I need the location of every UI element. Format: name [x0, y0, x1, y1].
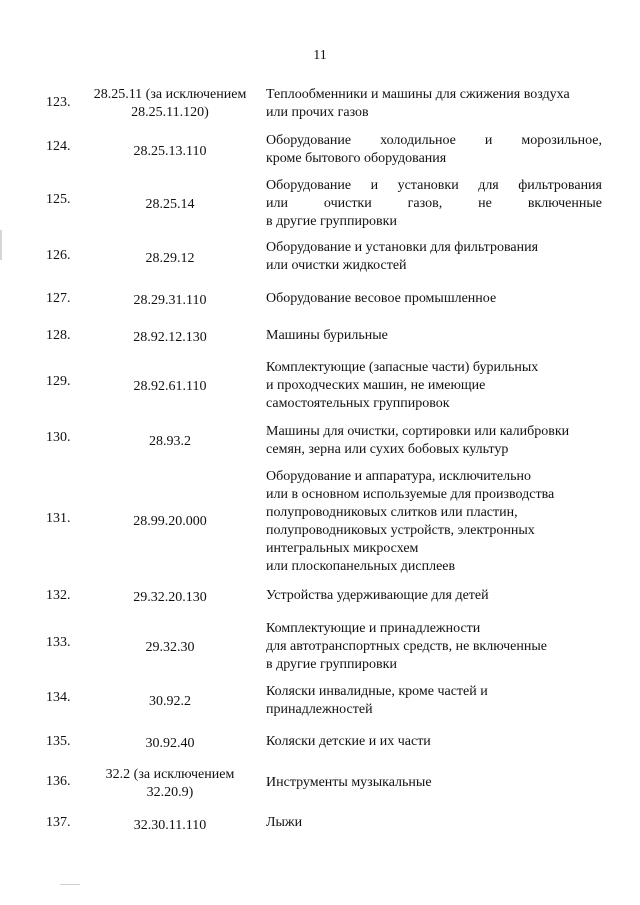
okpd-code-line: 28.29.12 — [145, 251, 195, 266]
description-line: Устройства удерживающие для детей — [266, 588, 489, 603]
product-description — [266, 468, 602, 576]
okpd-code-line: 28.29.31.110 — [133, 293, 207, 308]
row-number: 135. — [46, 734, 71, 749]
row-number: 129. — [46, 374, 71, 389]
product-description — [266, 327, 602, 345]
okpd-code-line: 28.93.2 — [149, 434, 191, 449]
okpd-code-line: 32.2 (за исключением — [105, 767, 235, 782]
row-number: 127. — [46, 291, 71, 306]
scan-bottom-mark — [60, 884, 80, 885]
product-description — [266, 239, 602, 275]
description-line: принадлежностей — [266, 702, 373, 717]
product-description — [266, 683, 602, 719]
description-line: Оборудование и аппаратура, исключительно — [266, 469, 531, 484]
product-description — [266, 733, 602, 751]
row-number: 133. — [46, 635, 71, 650]
product-description — [266, 177, 602, 231]
okpd-code — [84, 329, 256, 347]
description-line: Оборудование и установки для фильтрования — [266, 178, 602, 193]
row-number: 130. — [46, 430, 71, 445]
row-number: 134. — [46, 690, 71, 705]
description-line: Машины бурильные — [266, 328, 388, 343]
description-line: или прочих газов — [266, 105, 369, 120]
description-line: полупроводниковых слитков или пластин, — [266, 505, 518, 520]
description-line: или плоскопанельных дисплеев — [266, 559, 456, 574]
description-line: Инструменты музыкальные — [266, 775, 432, 790]
product-description — [266, 814, 602, 832]
row-number: 137. — [46, 815, 71, 830]
product-description — [266, 423, 602, 459]
okpd-code — [84, 143, 256, 161]
description-line: семян, зерна или сухих бобовых культур — [266, 442, 509, 457]
row-number: 136. — [46, 774, 71, 789]
okpd-code-line: 28.25.13.110 — [133, 144, 207, 159]
description-line: Оборудование весовое промышленное — [266, 291, 497, 306]
description-line: или очистки жидкостей — [266, 258, 407, 273]
okpd-code — [84, 378, 256, 396]
okpd-code — [84, 589, 256, 607]
scan-edge-mark — [0, 230, 2, 260]
description-line: кроме бытового оборудования — [266, 151, 447, 166]
description-line: Комплектующие (запасные части) бурильных — [266, 360, 539, 375]
product-description — [266, 290, 602, 308]
okpd-code — [84, 693, 256, 711]
description-line: и проходческих машин, не имеющие — [266, 378, 486, 393]
okpd-code — [84, 513, 256, 531]
description-line: Коляски детские и их части — [266, 734, 431, 749]
row-number: 123. — [46, 95, 71, 110]
row-number: 128. — [46, 328, 71, 343]
okpd-code — [84, 735, 256, 753]
description-line: Теплообменники и машины для сжижения воздуха — [266, 87, 570, 102]
page-number: 11 — [313, 48, 327, 63]
row-number: 131. — [46, 511, 71, 526]
description-line: Лыжи — [266, 815, 303, 830]
okpd-code — [84, 817, 256, 835]
okpd-code-line: 28.92.61.110 — [133, 379, 207, 394]
okpd-code — [84, 250, 256, 268]
okpd-code-line: 28.92.12.130 — [133, 330, 207, 345]
description-line: или в основном используемые для производства — [266, 487, 555, 502]
product-description — [266, 774, 602, 792]
description-line: в другие группировки — [266, 214, 397, 229]
okpd-code-line: 28.25.11 (за исключением — [93, 87, 247, 102]
description-line: или очистки газов, не включенные — [266, 196, 602, 211]
okpd-code-line: 29.32.20.130 — [133, 590, 207, 605]
okpd-code-line: 29.32.30 — [145, 640, 195, 655]
okpd-code — [84, 766, 256, 802]
description-line: в другие группировки — [266, 657, 397, 672]
row-number: 126. — [46, 248, 71, 263]
description-line: Оборудование холодильное и морозильное, — [266, 133, 602, 148]
okpd-code — [84, 196, 256, 214]
product-description — [266, 587, 602, 605]
description-line: для автотранспортных средств, не включенные — [266, 639, 548, 654]
description-line: Машины для очистки, сортировки или калибровки — [266, 424, 570, 439]
description-line: полупроводниковых устройств, электронных — [266, 523, 535, 538]
okpd-code-line: 28.99.20.000 — [133, 514, 207, 529]
okpd-code — [84, 86, 256, 122]
okpd-code-line: 32.20.9) — [146, 785, 194, 800]
product-description — [266, 359, 602, 413]
okpd-code — [84, 292, 256, 310]
okpd-code — [84, 639, 256, 657]
okpd-code-line: 32.30.11.110 — [133, 818, 207, 833]
product-description — [266, 86, 602, 122]
description-line: интегральных микросхем — [266, 541, 419, 556]
description-line: Оборудование и установки для фильтрования — [266, 240, 539, 255]
row-number: 125. — [46, 192, 71, 207]
product-description — [266, 132, 602, 168]
description-line: самостоятельных группировок — [266, 396, 450, 411]
product-description — [266, 620, 602, 674]
okpd-code-line: 30.92.2 — [149, 694, 191, 709]
description-line: Комплектующие и принадлежности — [266, 621, 481, 636]
row-number: 132. — [46, 588, 71, 603]
okpd-code — [84, 433, 256, 451]
okpd-code-line: 28.25.14 — [145, 197, 195, 212]
okpd-code-line: 30.92.40 — [145, 736, 195, 751]
okpd-code-line: 28.25.11.120) — [131, 105, 209, 120]
description-line: Коляски инвалидные, кроме частей и — [266, 684, 488, 699]
row-number: 124. — [46, 139, 71, 154]
